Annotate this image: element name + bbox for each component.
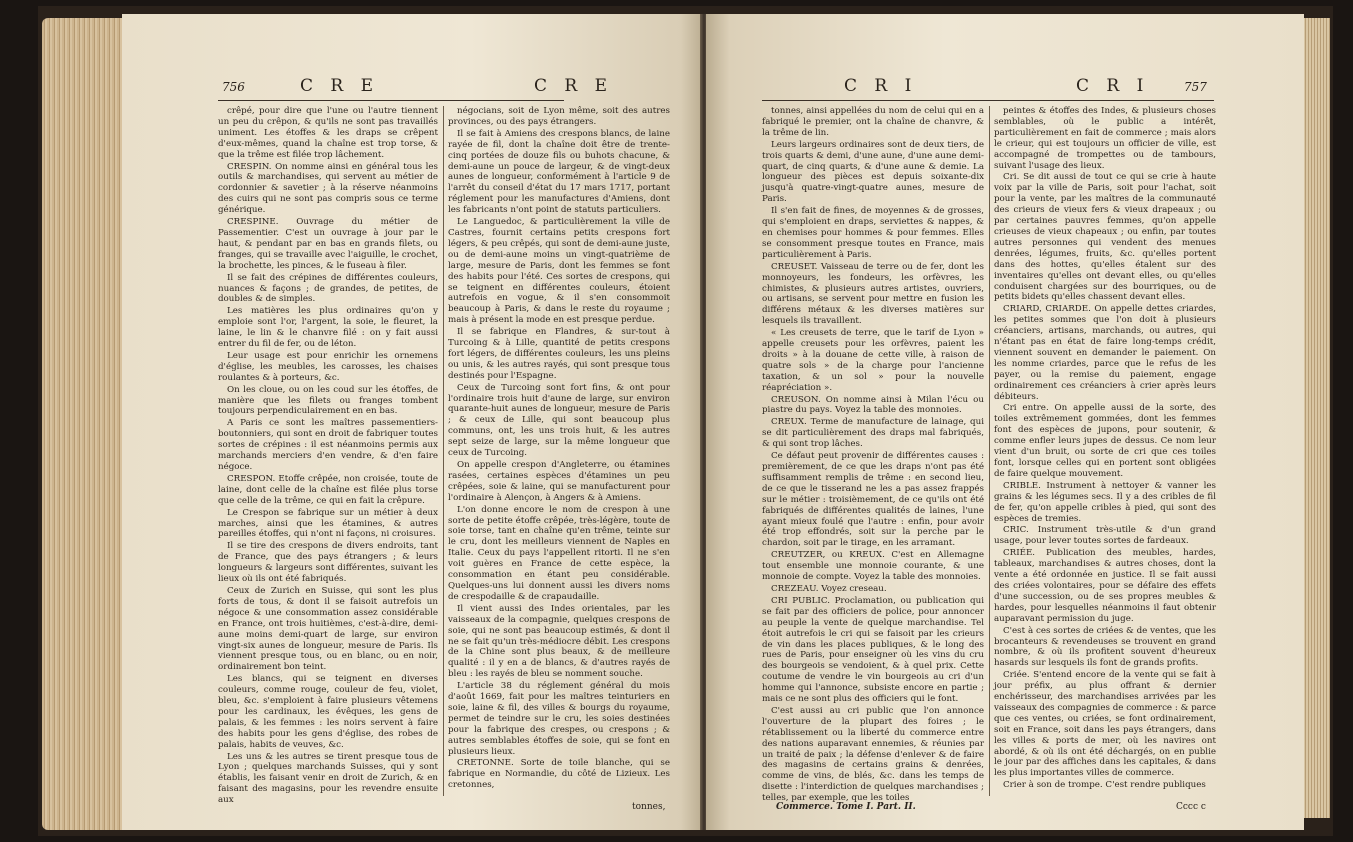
paragraph: Leurs largeurs ordinaires sont de deux tiers, de trois quarts & demi, d'une aune, d'une aune demi-quart, de cinq quarts, & d'une aune & demie. La longueur des pièces est depuis soixante-dix jusqu'à quatre-vingt-quatre aunes, mesure de Paris. [762,139,984,205]
left-column-divider [443,106,444,796]
right-column-divider [989,106,990,796]
paragraph: CRIARD, CRIARDE. On appelle dettes criardes, les petites sommes que l'on doit à plusieurs créanciers, artisans, marchands, ou autres, qui n'étant pas en état de faire long-temps crédit, viennent souvent en demander le paiement. On les nomme criardes, parce que le refus de les payer, ou la remise du paiement, engage ordinairement ces créanciers à crier après leurs débiteurs. [994,304,1216,402]
paragraph: CREUTZER, ou KREUX. C'est en Allemagne tout ensemble une monnoie courante, & une monnoie de compte. Voyez la table des monnoies. [762,550,984,583]
paragraph: négocians, soit de Lyon même, soit des autres provinces, ou des pays étrangers. [448,106,670,127]
paragraph: Cri entre. On appelle aussi de la sorte, des toiles extrêmement gommées, dont les femmes font des espèces de jupons, pour soutenir, & comme enfler leurs jupes de dessus. Ce nom leur vient d'un bruit, ou sorte de cri que ces toiles font, lorsque celles qui en portent sont obligées de faire quelque mouvement. [994,403,1216,479]
right-header-keyword-2: C R I [1076,76,1150,96]
paragraph: A Paris ce sont les maîtres passementiers-boutonniers, qui sont en droit de fabriquer toutes sortes de crépines : il est néanmoins permis aux marchands merciers d'en vendre, & d'en faire négoce. [218,418,438,472]
paragraph: C'est à ces sortes de criées & de ventes, que les brocanteurs & revendeuses se trouvent en grand nombre, & où ils profitent souvent d'heureux hasards sur lesquels ils font de grands profits. [994,625,1216,669]
left-running-head [122,76,704,96]
left-column-2 [448,106,670,800]
left-page-edges [42,18,122,830]
paragraph: CRIBLE. Instrument à nettoyer & vanner les grains & les légumes secs. Il y a des cribles de fil de fer, qu'on appelle cribles à pied, qui sont des espèces de tremies. [994,480,1216,524]
paragraph: L'article 38 du réglement général du mois d'août 1669, fait pour les maîtres teinturiers en soie, laine & fil, des villes & bourgs du royaume, permet de teindre sur le cru, les soies destinées pour la fabrique des crespes, ou crespons ; & autres semblables étoffes de soie, qui se font en plusieurs lieux. [448,681,670,757]
paragraph: Les matières les plus ordinaires qu'on y emploie sont l'or, l'argent, la soie, le fleuret, la laine, le lin & le chanvre filé : on y fait aussi entrer du fil de fer, ou de léton. [218,306,438,350]
paragraph: Crier à son de trompe. C'est rendre publiques [1003,780,1206,791]
paragraph: C'est aussi au cri public que l'on annonce l'ouverture de la plupart des foires ; le rétablissement ou la liberté du commerce entre des nations auparavant ennemies, & réunies par un traité de paix ; la défense d'enlever & de faire des magasins de certains grains & denrées, comme de vins, de blés, &c. dans les temps de disette : l'interdiction de quelques marchandises ; telles, par exemple, que les toiles [762,705,984,804]
paragraph: CRESPINE. Ouvrage du métier de Passementier. C'est un ouvrage à jour par le haut, & pendant par en bas en grands filets, ou franges, qui se travaille avec l'aiguille, le crochet, la brochette, les pinces, & le fuseau à filer. [218,217,438,271]
paragraph: On appelle crespon d'Angleterre, ou étamines rasées, certaines espèces d'étamines un peu crêpées, soie & laine, qui se manufacturent pour l'ordinaire à Alençon, à Angers & à Amiens. [448,460,670,503]
paragraph: Il se fait à Amiens des crespons blancs, de laine rayée de fil, dont la chaîne doit être de trente-cinq portées de douze fils ou buhots chacune, & demi-aune un pouce de largeur, & de vingt-deux aunes de longueur, conformément à l'article 9 de l'arrêt du conseil d'état du 17 mars 1717, portant réglement pour les manufactures d'Amiens, dont les fabricants n'ont point de statuts particuliers. [448,128,670,216]
left-header-rule [218,100,564,101]
paragraph: Les uns & les autres se tirent presque tous de Lyon ; quelques marchands Suisses, qui y sont établis, les faisant venir en droit de Zurich, & en faisant des magasins, pour les revendre ensuite aux [218,751,438,806]
paragraph: CRI PUBLIC. Proclamation, ou publication qui se fait par des officiers de police, pour annoncer au peuple la vente de quelque marchandise. Tel étoit autrefois le cri qui se faisoit par les crieurs de vin dans les places publiques, & le long des rues de Paris, pour enseigner où les vins du cru des bourgeois se vendoient, & à quel prix. Cette coutume de vendre le vin bourgeois au cri d'un homme qui l'annonce, subsiste encore en partie ; mais ce ne sont plus des officiers qui le font. [762,595,984,705]
paragraph: crêpé, pour dire que l'une ou l'autre tiennent un peu du crêpon, & qu'ils ne sont pas travaillés uniment. Les étoffes & les draps se crêpent d'eux-mêmes, quand la chaîne est trop torse, & que la trême est filée trop lâchement. [218,106,438,160]
paragraph: Ce défaut peut provenir de différentes causes : premièrement, de ce que les draps n'ont pas été suffisamment remplis de trême : en second lieu, de ce que le tisserand ne les a pas assez frappés sur le métier : troisièmement, de ce qu'ils ont été fabriqués de différentes qualités de laines, l'une ayant mieux foulé que l'autre : enfin, pour avoir été trop effondrés, soit sur la perche par le chardon, soit par le tirage, en les arramant. [762,451,984,549]
right-column-1 [762,106,984,804]
paragraph: Le Languedoc, & particulièrement la ville de Castres, fournit certains petits crespons fort légers, & peu crêpés, qui sont de demi-aune juste, ou de demi-aune moins un vingt-quatrième de large, mesure de Paris, dont les femmes se font des habits pour l'été. Ces sortes de crespons, qui se teignent en différentes couleurs, étoient autrefois en vogue, & il s'en consommoit beaucoup à Paris, & dans le reste du royaume ; mais à présent la mode en est presque perdue. [448,217,670,326]
left-header-keyword-1: C R E [300,76,380,96]
paragraph: Il se tire des crespons de divers endroits, tant de France, que des pays étrangers ; & leurs longueurs & largeurs sont différentes, suivant les lieux où ils ont été fabriqués. [218,541,438,585]
paragraph: CRESPON. Etoffe crêpée, non croisée, toute de laine, dont celle de la chaîne est filée plus torse que celle de la trême, ce qui en fait la crêpure. [218,473,438,506]
paragraph: On les cloue, ou on les coud sur les étoffes, de manière que les filets ou franges tombent toujours perpendiculairement en en bas. [218,384,438,417]
paragraph: CREUX. Terme de manufacture de lainage, qui se dit particulièrement des draps mal fabriqués, & qui sont trop lâches. [762,417,984,450]
paragraph: CRIÉE. Publication des meubles, hardes, tableaux, marchandises & autres choses, dont la vente a été ordonnée en justice. Il se fait aussi des criées volontaires, pour se défaire des effets d'une succession, ou de ses propres meubles & hardes, pour lesquelles néanmoins il faut obtenir auparavant permission du juge. [994,548,1216,624]
paragraph: CREZEAU. Voyez creseau. [771,583,887,594]
paragraph: Criée. S'entend encore de la vente qui se fait à jour préfix, au plus offrant & dernier enchérisseur, des marchandises arrivées par les vaisseaux des compagnies de commerce : & parce que ces ventes, ou criées, se font ordinairement, soit en France, soit dans les pays étrangers, dans les villes & ports de mer, où les navires ont abordé, & où ils ont été déchargés, on en publie le jour par des affiches dans les capitales, & dans les plus importantes villes de commerce. [994,670,1216,779]
paragraph: Le Crespon se fabrique sur un métier à deux marches, ainsi que les étamines, & autres pareilles étoffes, qui n'ont ni façons, ni croisures. [218,507,438,540]
right-header-rule [762,100,1214,101]
right-signature-line: Commerce. Tome I. Part. II. [776,802,916,812]
paragraph: CRIC. Instrument très-utile & d'un grand usage, pour lever toutes sortes de fardeaux. [994,525,1216,547]
paragraph: CREUSON. On nomme ainsi à Milan l'écu ou piastre du pays. Voyez la table des monnoies. [762,394,984,416]
right-catchword: Cccc c [1176,802,1206,812]
left-catchword: tonnes, [632,802,666,812]
paragraph: L'on donne encore le nom de crespon à une sorte de petite étoffe crêpée, très-légère, toute de soie torse, tant en chaîne qu'en trême, teinte sur le cru, dont les meilleurs viennent de Naples en Italie. Ceux du pays l'appellent ritorti. Il ne s'en voit guères en France de cette espèce, la consommation en étant peu considérable. Quelques-uns lui donnent aussi les divers noms de crespodaille & de crapaudaille. [448,504,670,602]
right-page-number: 757 [1184,80,1207,94]
paragraph: tonnes, ainsi appellées du nom de celui qui en a fabriqué le premier, ont la chaîne de chanvre, & la trême de lin. [762,106,984,138]
paragraph: Il vient aussi des Indes orientales, par les vaisseaux de la compagnie, quelques crespons de soie, qui ne sont pas beaucoup estimés, & dont il ne se fait qu'un très-médiocre débit. Les crespons de la Chine sont plus beaux, & de meilleure qualité : il y en a de blancs, & d'autres rayés de bleu : les rayés de bleu se nomment souche. [448,603,670,680]
left-header-keyword-2: C R E [534,76,614,96]
paragraph: Il se fabrique en Flandres, & sur-tout à Turcoing & à Lille, quantité de petits crespons fort légers, de différentes couleurs, les uns pleins ou unis, & les autres rayés, qui sont presque tous destinés pour l'Espagne. [448,327,670,381]
left-column-1 [218,106,438,806]
paragraph: Ceux de Turcoing sont fort fins, & ont pour l'ordinaire trois huit d'aune de large, sur environ quarante-huit aunes de longueur, mesure de Paris ; & ceux de Lille, qui sont beaucoup plus communs, ont, les uns trois huit, & les autres sept seize de large, sur la même longueur que ceux de Turcoing. [448,382,670,459]
paragraph: CRESPIN. On nomme ainsi en général tous les outils & marchandises, qui servent au métier de cordonnier & savetier ; à la réserve néanmoins des cuirs qui ne sont pas compris sous ce terme générique. [218,161,438,216]
right-header-keyword-1: C R I [844,76,918,96]
right-page [706,14,1304,830]
paragraph: CRETONNE. Sorte de toile blanche, qui se fabrique en Normandie, du côté de Lizieux. Les cretonnes, [448,758,670,791]
paragraph: Ceux de Zurich en Suisse, qui sont les plus forts de tous, & dont il se faisoit autrefois un négoce & une consommation assez considérable en France, ont trois huitièmes, c'est-à-dire, demi-aune moins demi-quart de large, sur environ vingt-six aunes de longueur, mesure de Paris. Ils viennent presque tous, ou en blanc, ou en noir, ordinairement bon teint. [218,585,438,673]
paragraph: Cri. Se dit aussi de tout ce qui se crie à haute voix par la ville de Paris, soit pour l'achat, soit pour la vente, par les maîtres de la communauté des crieurs de vieux fers & vieux drapeaux ; ou par certaines pauvres femmes, qu'on appelle crieuses de vieux chapeaux ; ou enfin, par toutes autres personnes qui vendent des menues denrées, légumes, fruits, &c. qu'elles portent dans des hottes, qu'elles étalent sur des inventaires qu'elles ont devant elles, ou qu'elles conduisent chargées sur des bourriques, ou de petits bidets qu'elles chassent devant elles. [994,172,1216,303]
right-column-2 [994,106,1216,800]
paragraph: CREUSET. Vaisseau de terre ou de fer, dont les monnoyeurs, les fondeurs, les orfèvres, les chimistes, & plusieurs autres artistes, ouvriers, ou artisans, se servent pour mettre en fusion les différens métaux & les diverses matières sur lesquels ils travaillent. [762,261,984,327]
left-page-number: 756 [222,80,245,94]
paragraph: Il s'en fait de fines, de moyennes & de grosses, qui s'emploient en draps, serviettes & nappes, & en chemises pour hommes & pour femmes. Elles se consomment presque toutes en France, mais particulièrement à Paris. [762,206,984,260]
paragraph: « Les creusets de terre, que le tarif de Lyon » appelle creusets pour les orfèvres, paient les droits » à la douane de cette ville, à raison de quatre sols » de la charge pour l'ancienne taxation, & un sol » pour la nouvelle réapréciation ». [762,328,984,393]
right-page-edges [1300,18,1330,818]
paragraph: Il se fait des crépines de différentes couleurs, nuances & façons ; de grandes, de petites, de doubles & de simples. [218,272,438,305]
paragraph: peintes & étoffes des Indes, & plusieurs choses semblables, où le public a intérêt, particulièrement en fait de commerce ; mais alors le crieur, qui est toujours un officier de ville, est accompagné de trompettes ou de tambours, suivant l'usage des lieux. [994,106,1216,171]
paragraph: Leur usage est pour enrichir les ornemens d'église, les meubles, les carosses, les chaises roulantes & à porteurs, &c. [218,350,438,383]
left-page [122,14,704,830]
paragraph: Les blancs, qui se teignent en diverses couleurs, comme rouge, couleur de feu, violet, bleu, &c. s'emploient à faire plusieurs vêtemens pour les cardinaux, les évêques, les gens de palais, & les femmes : les noirs servent à faire des habits pour les gens d'église, des robes de palais, habits de veuves, &c. [218,674,438,750]
right-running-head [706,76,1304,96]
